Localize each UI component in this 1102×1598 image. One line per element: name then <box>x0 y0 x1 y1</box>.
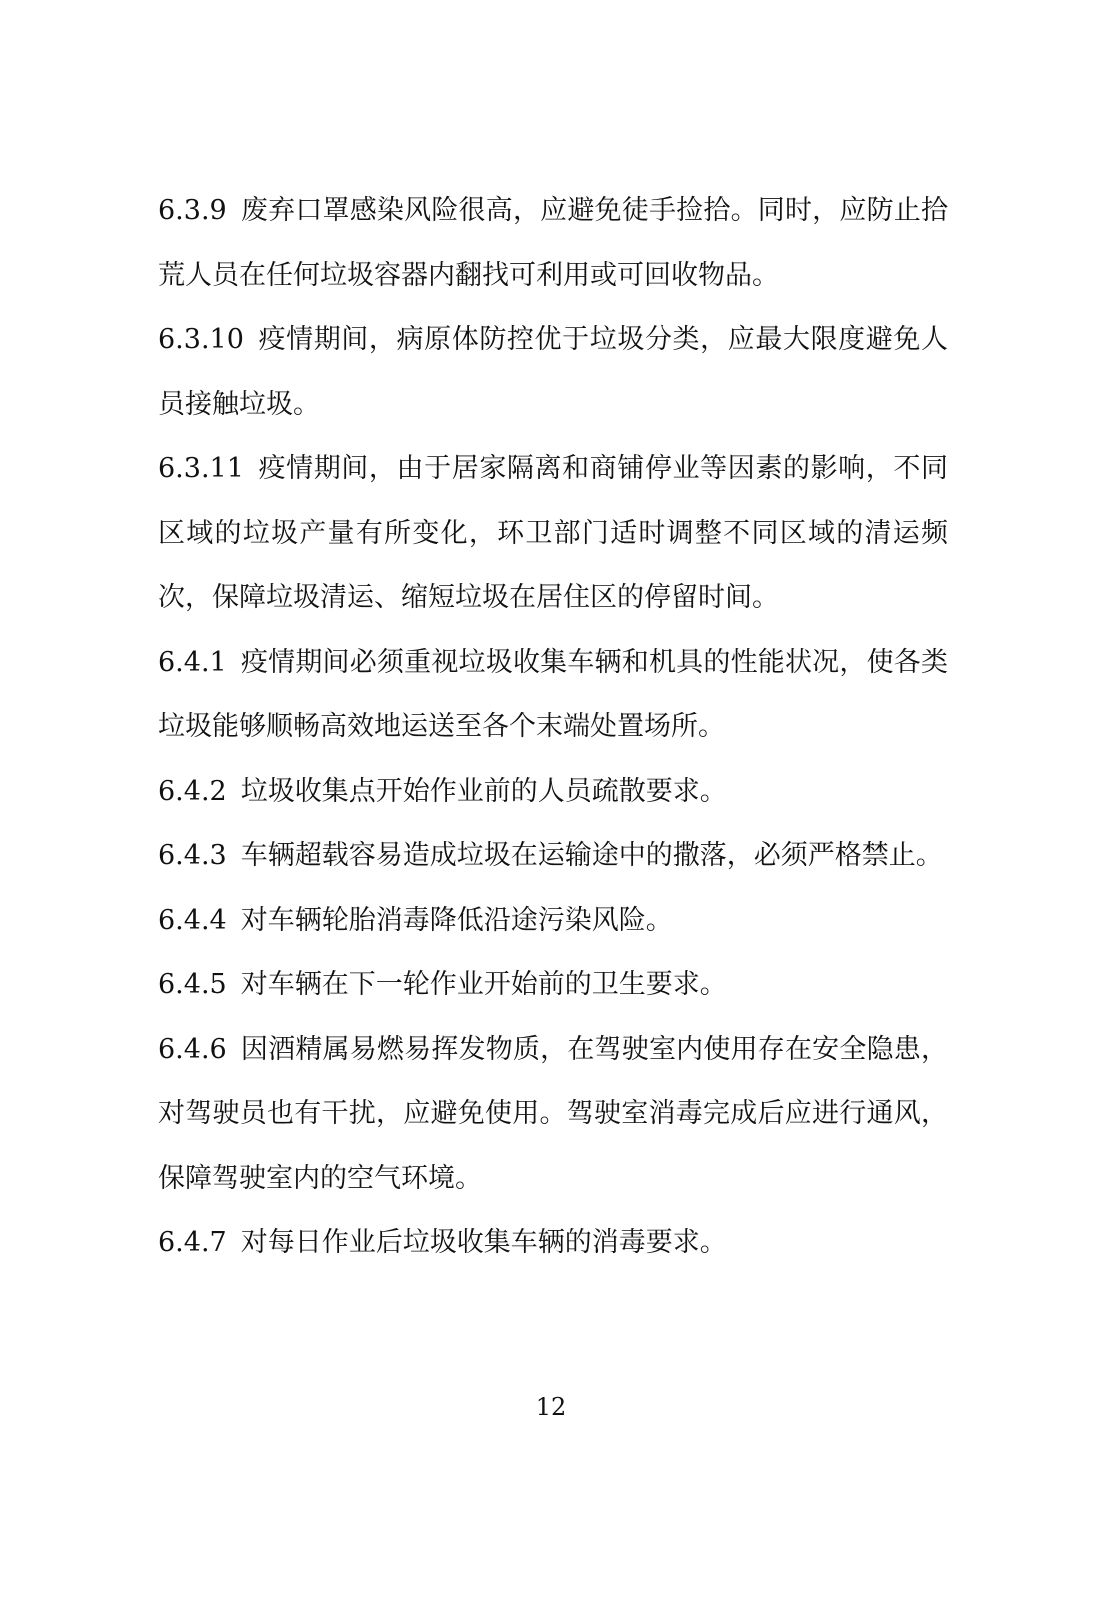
clause-text: 对每日作业后垃圾收集车辆的消毒要求。 <box>240 1227 727 1258</box>
clause-6-4-2 <box>158 760 948 825</box>
clause-number: 6.4.3 <box>158 840 227 871</box>
clause-6-4-4 <box>158 889 948 954</box>
clause-text: 疫情期间，由于居家隔离和商铺停业等因素的影响，不同区域的垃圾产量有所变化，环卫部门适时调整不同区域的清运频次，保障垃圾清运、缩短垃圾在居住区的停留时间。 <box>158 453 948 613</box>
clause-6-3-10 <box>158 308 948 437</box>
clause-text: 废弃口罩感染风险很高，应避免徒手捡拾。同时，应防止拾荒人员在任何垃圾容器内翻找可利用或可回收物品。 <box>158 195 948 291</box>
clause-number: 6.4.4 <box>158 904 227 936</box>
clause-6-4-6 <box>158 1018 948 1212</box>
clause-number: 6.4.5 <box>158 969 227 1000</box>
clause-number: 6.3.11 <box>158 453 244 484</box>
document-body <box>158 179 948 1276</box>
clause-number: 6.4.1 <box>158 646 227 678</box>
clause-number: 6.4.6 <box>158 1033 227 1065</box>
clause-number: 6.3.9 <box>158 195 227 226</box>
clause-6-4-7 <box>158 1211 948 1276</box>
clause-text: 车辆超载容易造成垃圾在运输途中的撒落，必须严格禁止。 <box>240 840 943 871</box>
clause-text: 疫情期间必须重视垃圾收集车辆和机具的性能状况，使各类垃圾能够顺畅高效地运送至各个末端处置场所。 <box>158 646 948 742</box>
clause-text: 因酒精属易燃易挥发物质，在驾驶室内使用存在安全隐患，对驾驶员也有干扰，应避免使用。驾驶室消毒完成后应进行通风，保障驾驶室内的空气环境。 <box>158 1033 948 1194</box>
clause-6-4-1 <box>158 631 948 760</box>
clause-6-4-5 <box>158 953 948 1018</box>
clause-number: 6.3.10 <box>158 324 244 355</box>
clause-6-3-9 <box>158 179 948 308</box>
clause-number: 6.4.2 <box>158 775 227 807</box>
clause-text: 疫情期间，病原体防控优于垃圾分类，应最大限度避免人员接触垃圾。 <box>158 324 948 420</box>
page-number: 12 <box>535 1393 567 1421</box>
clause-6-4-3 <box>158 824 948 889</box>
clause-text: 对车辆轮胎消毒降低沿途污染风险。 <box>240 904 673 936</box>
clause-text: 对车辆在下一轮作业开始前的卫生要求。 <box>240 969 727 1000</box>
clause-number: 6.4.7 <box>158 1227 227 1258</box>
clause-6-3-11 <box>158 437 948 631</box>
clause-text: 垃圾收集点开始作业前的人员疏散要求。 <box>240 775 727 807</box>
